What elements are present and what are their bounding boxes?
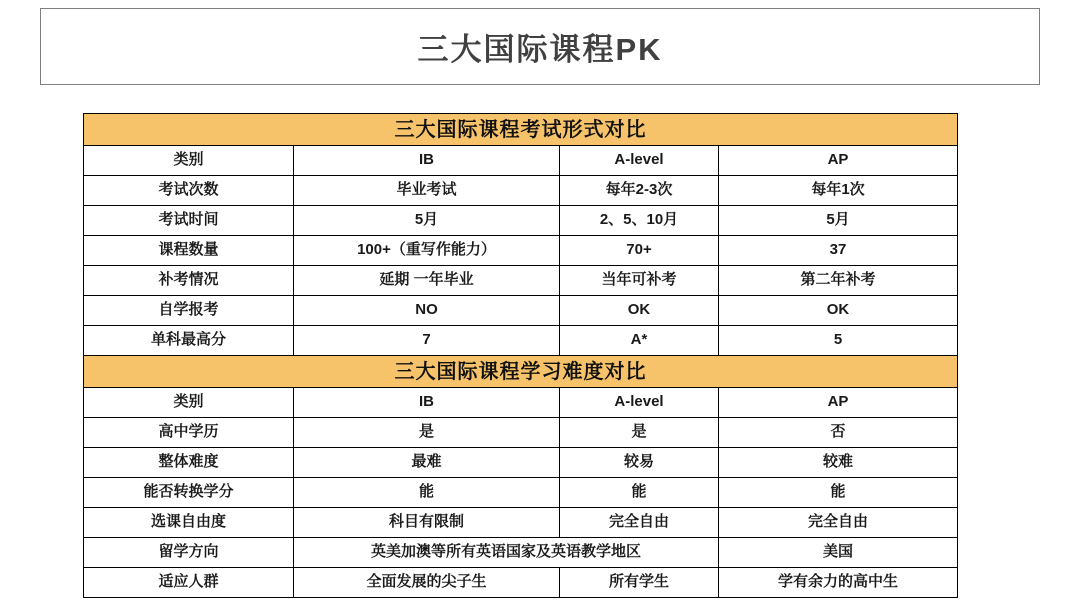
table-header-row bbox=[84, 388, 958, 418]
study-difficulty-table-wrapper bbox=[83, 355, 957, 598]
cell-alevel: 较易 bbox=[560, 448, 719, 478]
cell-ap: 每年1次 bbox=[719, 176, 958, 206]
table-row bbox=[84, 296, 958, 326]
cell-alevel: 2、5、10月 bbox=[560, 206, 719, 236]
cell-ib: 延期 一年毕业 bbox=[294, 266, 560, 296]
cell-ib: 能 bbox=[294, 478, 560, 508]
cell-ib: 最难 bbox=[294, 448, 560, 478]
cell-ib: 科目有限制 bbox=[294, 508, 560, 538]
cell-ib: 100+（重写作能力） bbox=[294, 236, 560, 266]
table-row bbox=[84, 418, 958, 448]
cell-alevel: A* bbox=[560, 326, 719, 356]
header-cell-ap: AP bbox=[719, 388, 958, 418]
cell-alevel: 是 bbox=[560, 418, 719, 448]
table-row bbox=[84, 478, 958, 508]
study-difficulty-table bbox=[83, 355, 958, 598]
cell-ib: 毕业考试 bbox=[294, 176, 560, 206]
table-row bbox=[84, 448, 958, 478]
row-label: 适应人群 bbox=[84, 568, 294, 598]
cell-ib: 7 bbox=[294, 326, 560, 356]
cell-ap: 否 bbox=[719, 418, 958, 448]
cell-ap: 第二年补考 bbox=[719, 266, 958, 296]
cell-ib: 是 bbox=[294, 418, 560, 448]
row-label: 考试次数 bbox=[84, 176, 294, 206]
cell-ap: 能 bbox=[719, 478, 958, 508]
row-label: 课程数量 bbox=[84, 236, 294, 266]
page-title: 三大国际课程PK bbox=[417, 32, 663, 67]
row-label: 选课自由度 bbox=[84, 508, 294, 538]
cell-ib: NO bbox=[294, 296, 560, 326]
cell-ib-alevel-merged: 英美加澳等所有英语国家及英语教学地区 bbox=[294, 538, 719, 568]
cell-alevel: 当年可补考 bbox=[560, 266, 719, 296]
table-row bbox=[84, 326, 958, 356]
header-cell-alevel: A-level bbox=[560, 388, 719, 418]
row-label: 补考情况 bbox=[84, 266, 294, 296]
cell-alevel: OK bbox=[560, 296, 719, 326]
cell-ap: 学有余力的高中生 bbox=[719, 568, 958, 598]
table-row bbox=[84, 538, 958, 568]
header-cell-category: 类别 bbox=[84, 388, 294, 418]
row-label: 能否转换学分 bbox=[84, 478, 294, 508]
table-row bbox=[84, 508, 958, 538]
row-label: 高中学历 bbox=[84, 418, 294, 448]
cell-alevel: 完全自由 bbox=[560, 508, 719, 538]
cell-ap: 37 bbox=[719, 236, 958, 266]
row-label: 自学报考 bbox=[84, 296, 294, 326]
table-banner-row bbox=[84, 114, 958, 146]
cell-ap: 5月 bbox=[719, 206, 958, 236]
cell-ap: 美国 bbox=[719, 538, 958, 568]
table-row bbox=[84, 236, 958, 266]
cell-alevel: 每年2-3次 bbox=[560, 176, 719, 206]
cell-ap: 较难 bbox=[719, 448, 958, 478]
study-difficulty-table-banner: 三大国际课程学习难度对比 bbox=[84, 356, 958, 388]
cell-ib: 全面发展的尖子生 bbox=[294, 568, 560, 598]
row-label: 整体难度 bbox=[84, 448, 294, 478]
cell-ap: OK bbox=[719, 296, 958, 326]
cell-alevel: 所有学生 bbox=[560, 568, 719, 598]
exam-format-table-banner: 三大国际课程考试形式对比 bbox=[84, 114, 958, 146]
cell-ap: 完全自由 bbox=[719, 508, 958, 538]
header-cell-ap: AP bbox=[719, 146, 958, 176]
exam-format-table-wrapper bbox=[83, 113, 957, 356]
table-row bbox=[84, 206, 958, 236]
cell-ib: 5月 bbox=[294, 206, 560, 236]
row-label: 单科最高分 bbox=[84, 326, 294, 356]
header-cell-alevel: A-level bbox=[560, 146, 719, 176]
header-cell-ib: IB bbox=[294, 146, 560, 176]
table-banner-row bbox=[84, 356, 958, 388]
table-header-row bbox=[84, 146, 958, 176]
cell-ap: 5 bbox=[719, 326, 958, 356]
exam-format-table bbox=[83, 113, 958, 356]
table-row bbox=[84, 176, 958, 206]
header-cell-ib: IB bbox=[294, 388, 560, 418]
cell-alevel: 70+ bbox=[560, 236, 719, 266]
row-label: 留学方向 bbox=[84, 538, 294, 568]
header-cell-category: 类别 bbox=[84, 146, 294, 176]
table-row bbox=[84, 266, 958, 296]
table-row bbox=[84, 568, 958, 598]
row-label: 考试时间 bbox=[84, 206, 294, 236]
slide-title-banner bbox=[40, 8, 1040, 85]
cell-alevel: 能 bbox=[560, 478, 719, 508]
